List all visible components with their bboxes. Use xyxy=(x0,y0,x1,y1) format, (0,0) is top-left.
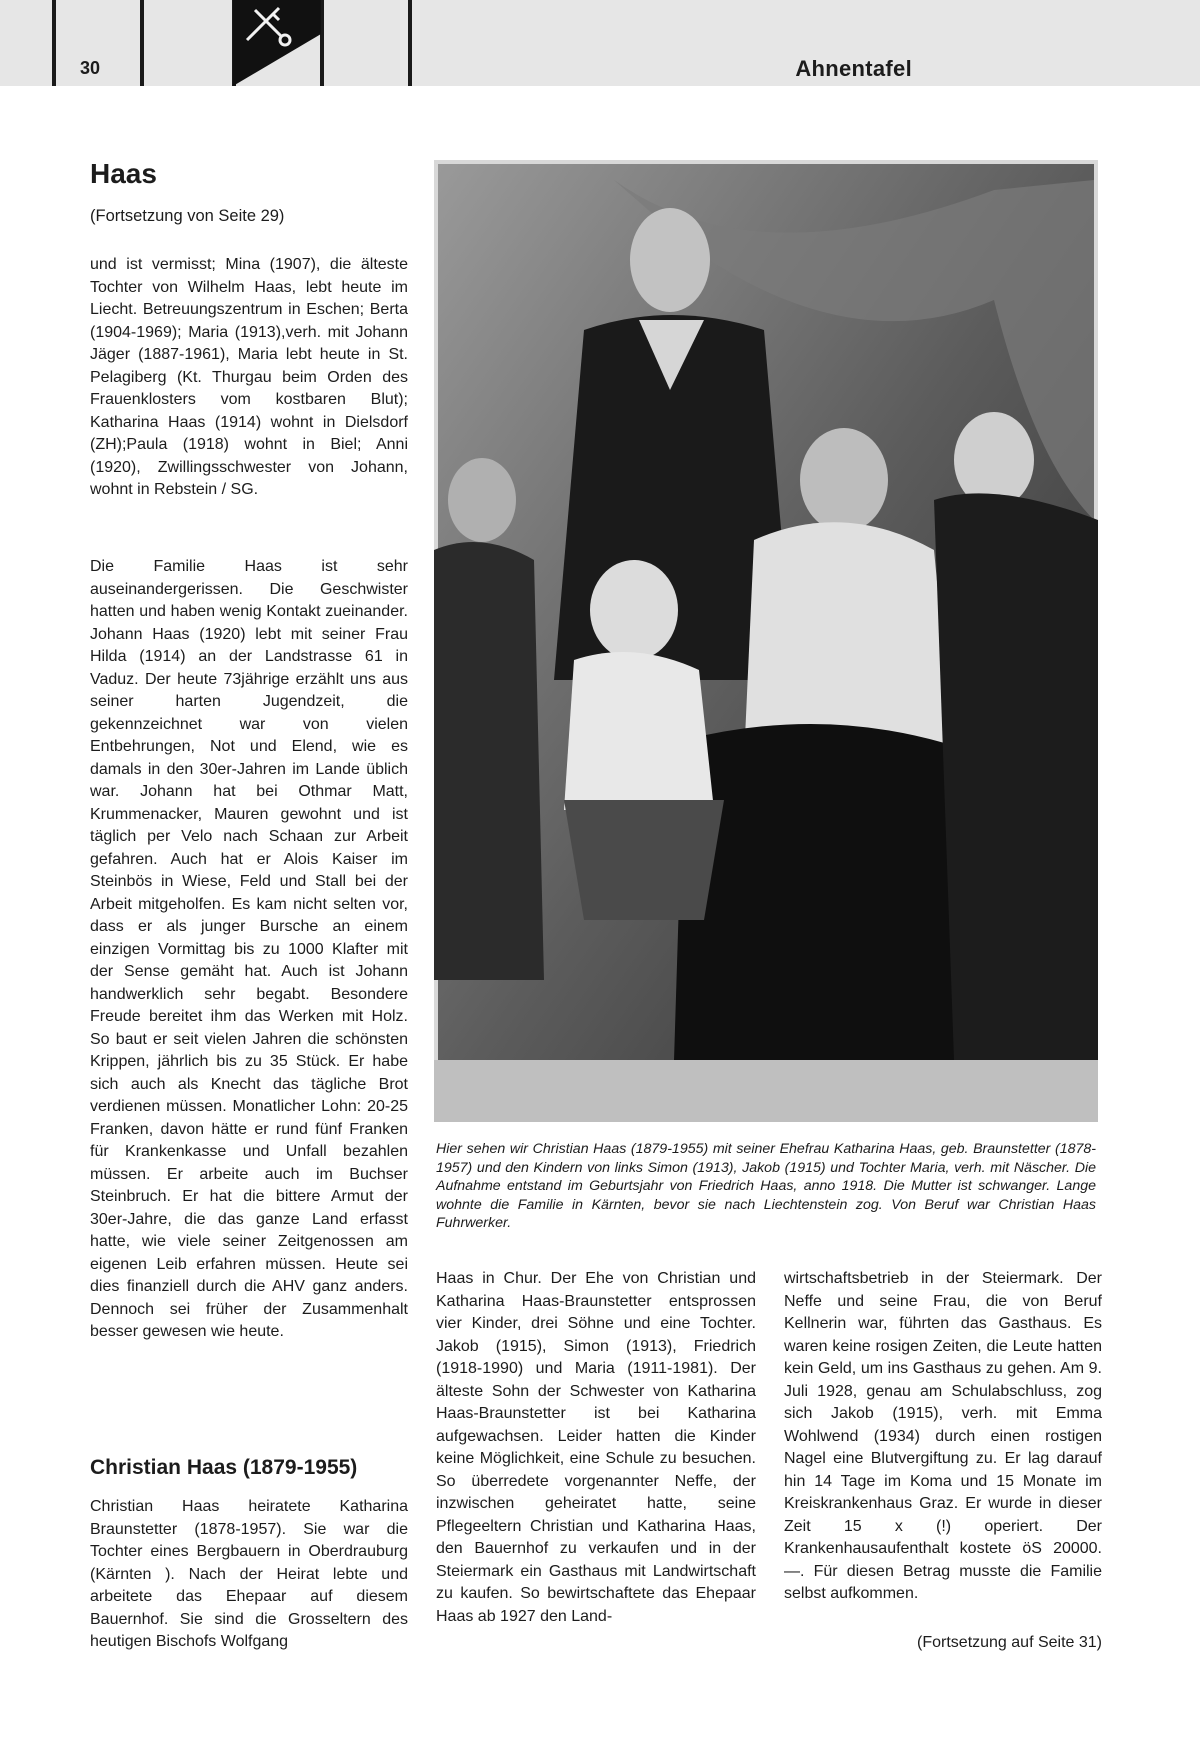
header-divider xyxy=(408,0,412,86)
girl-figure xyxy=(954,412,1034,508)
header-band xyxy=(0,0,1200,86)
photo-caption: Hier sehen wir Christian Haas (1879-1955) mit seiner Ehefrau Katharina Haas, geb. Braunstetter (1878-1957) und den Kindern von links Simon (1913), Jakob (1915) und Tochter Maria, verh. mit Näscher. Die Aufnahme entstand im Geburtsjahr von Friedrich Haas, anno 1918. Die Mutter ist schwanger. Lange wohnte die Familie in Kärnten, bevor sie nach Liechtenstein zog. Von Beruf war Christian Haas Fuhrwerker. xyxy=(436,1141,1096,1232)
family-photograph xyxy=(434,160,1098,1122)
subheading: Christian Haas (1879-1955) xyxy=(90,1456,358,1479)
paragraph: Haas in Chur. Der Ehe von Christian und Katharina Haas-Braunstetter entsprossen vier Kinder, drei Söhne und eine Tochter. Jakob (1915), Simon (1913), Friedrich (1918-1990) und Maria (1911-1981). Der älteste Sohn der Schwester von Katharina Haas-Braunstetter ist bei Katharina aufgewachsen. Leider hatten die Kinder keine Möglichkeit, eine Schule zu besuchen. So überredete vorgenannter Neffe, der inzwischen geheiratet hatte, seine Pflegeeltern Christian und Katharina Haas, den Bauernhof zu verkaufen und in der Steiermark ein Gasthaus mit Landwirtschaft zu kaufen. So bewirtschaftete das Ehepaar Haas ab 1927 den Land- xyxy=(436,1270,756,1625)
continuation-from-note: (Fortsetzung von Seite 29) xyxy=(90,207,285,225)
section-title: Haas xyxy=(90,158,157,189)
paragraph: Christian Haas heiratete Katharina Braunstetter (1878-1957). Sie war die Tochter eines Bergbauern in Oberdrauburg (Kärnten ). Nach der Heirat lebte und arbeitete das Ehepaar auf diesem Bauernhof. Sie sind die Grosseltern des heutigen Bischofs Wolfgang xyxy=(90,1498,408,1650)
child-figure xyxy=(590,560,678,660)
continuation-to-note: (Fortsetzung auf Seite 31) xyxy=(917,1634,1102,1651)
father-figure xyxy=(630,208,710,312)
mother-figure xyxy=(800,428,888,532)
paragraph: Die Familie Haas ist sehr auseinandergerissen. Die Geschwister hatten und haben wenig Kontakt zueinander. Johann Haas (1920) lebt mit seiner Frau Hilda (1914) an der Landstrasse 61 in Vaduz. Der heute 73jährige erzählt uns aus seiner harten Jugendzeit, die gekennzeichnet war von vielen Entbehrungen, Not und Elend, wie es damals in den 30er-Jahren im Lande üblich war. Johann hat bei Othmar Matt, Krummenacker, Mauren gewohnt und ist täglich per Velo nach Schaan zur Arbeit gefahren. Auch hat er Alois Kaiser im Steinbös in Wiese, Feld und Stall bei der Arbeit mitgeholfen. Es kam nicht selten vor, dass er als junger Bursche an einem einzigen Vormittag bis zu 1000 Klafter mit der Sense gemäht hat. Auch ist Johann handwerklich sehr begabt. Besondere Freude bereitet ihm das Werken mit Holz. So baut er seit vielen Jahren die schönsten Krippen, jährlich bis zu 35 Stück. Er habe sich auch als Knecht das tägliche Brot verdienen müssen. Monatlicher Lohn: 20-25 Franken, davon hätte er rund fünf Franken für Krankenkasse und Unfall bezahlen müssen. Er arbeite auch im Buchser Steinbruch. Er hat die bittere Armut der 30er-Jahre, die das ganze Land erfasst hatte, wie viele seiner Zeitgenossen am eigenen Leib erfahren müssen. Heute sei dies finanziell durch die AHV ganz anders. Dennoch sei früher der Zusammenhalt besser gewesen wie heute. xyxy=(90,558,408,1340)
page-number: 30 xyxy=(80,58,101,78)
running-title: Ahnentafel xyxy=(795,56,912,81)
paragraph: wirtschaftsbetrieb in der Steiermark. Der Neffe und seine Frau, die von Beruf Kellnerin war, führten das Gasthaus. Es waren keine rosigen Zeiten, die Leute hatten kein Geld, um ins Gasthaus zu gehen. Am 9. Juli 1928, genau am Schulabschluss, zog sich Jakob (1915), verh. mit Emma Wohlwend (1934) durch einen rostigen Nagel eine Blutvergiftung zu. Er lag darauf hin 14 Tage im Koma und 15 Monate im Kreiskrankenhaus Graz. Er wurde in dieser Zeit 15 x (!) operiert. Der Krankenhausaufenthalt kostete öS 20000.—. Für diesen Betrag musste die Familie selbst aufkommen. xyxy=(784,1270,1102,1602)
paragraph: und ist vermisst; Mina (1907), die älteste Tochter von Wilhelm Haas, lebt heute im Liecht. Betreuungszentrum in Eschen; Berta (1904-1969); Maria (1913),verh. mit Johann Jäger (1887-1961), Maria lebt heute in St. Pelagiberg (Kt. Thurgau beim Orden des Frauenklosters vom kostbaren Blut); Katharina Haas (1914) wohnt in Dielsdorf (ZH);Paula (1918) wohnt in Biel; Anni (1920), Zwillingsschwester von Johann, wohnt in Rebstein / SG. xyxy=(90,256,408,498)
header-divider xyxy=(52,0,56,86)
boy-figure xyxy=(448,458,516,542)
header-divider xyxy=(140,0,144,86)
crossed-keys-emblem-icon xyxy=(233,0,321,86)
